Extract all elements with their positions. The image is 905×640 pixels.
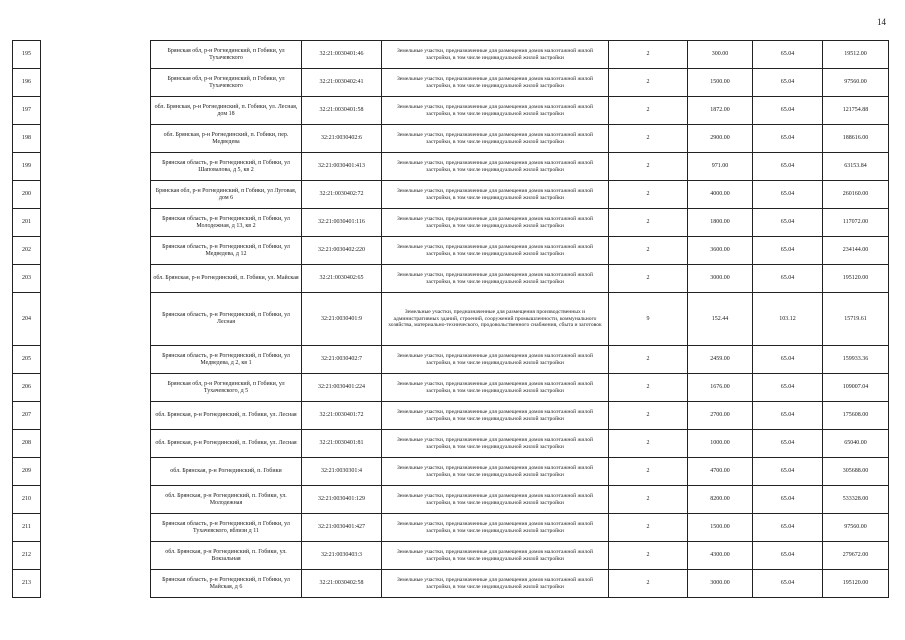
land-use-cell: Земельные участки, предназначенные для размещения производственных и административных зданий, строений, сооружений промышленности, коммунального хозяйства, материально-технического, продовольственного снабжения, сбыта и заготовок	[382, 293, 609, 346]
area-cell: 4700.00	[688, 458, 753, 486]
area-cell: 152.44	[688, 293, 753, 346]
land-use-cell: Земельные участки, предназначенные для размещения домов малоэтажной жилой застройки, в том числе индивидуальной жилой застройки	[382, 125, 609, 153]
cadastral-number-cell: 32:21:0030402:6	[302, 125, 382, 153]
group-code-cell: 2	[609, 153, 688, 181]
row-number-cell: 205	[13, 346, 41, 374]
cadastral-value-cell: 97560.00	[823, 69, 889, 97]
page-number: 14	[877, 17, 886, 27]
group-code-cell: 2	[609, 237, 688, 265]
table-row	[13, 542, 889, 570]
land-use-cell: Земельные участки, предназначенные для размещения домов малоэтажной жилой застройки, в том числе индивидуальной жилой застройки	[382, 486, 609, 514]
group-code-cell: 2	[609, 458, 688, 486]
cadastral-number-cell: 32:21:0030402:220	[302, 237, 382, 265]
spacer-cell	[41, 265, 151, 293]
cadastral-number-cell: 32:21:0030301:4	[302, 458, 382, 486]
table-row	[13, 97, 889, 125]
land-use-cell: Земельные участки, предназначенные для размещения домов малоэтажной жилой застройки, в том числе индивидуальной жилой застройки	[382, 69, 609, 97]
address-cell: Брянская обл, р-н Рогнединский, п Гобики, ул Тухачевского	[151, 41, 302, 69]
table-row	[13, 402, 889, 430]
cadastral-number-cell: 32:21:0030401:72	[302, 402, 382, 430]
row-number-cell: 211	[13, 514, 41, 542]
land-use-cell: Земельные участки, предназначенные для размещения домов малоэтажной жилой застройки, в том числе индивидуальной жилой застройки	[382, 237, 609, 265]
address-cell: Брянская обл, р-н Рогнединский, п Гобики, ул Луговая, дом 6	[151, 181, 302, 209]
area-cell: 300.00	[688, 41, 753, 69]
group-code-cell: 2	[609, 430, 688, 458]
spacer-cell	[41, 125, 151, 153]
spacer-cell	[41, 514, 151, 542]
table-row	[13, 374, 889, 402]
group-code-cell: 2	[609, 97, 688, 125]
table-row	[13, 69, 889, 97]
spacer-cell	[41, 402, 151, 430]
group-code-cell: 2	[609, 514, 688, 542]
cadastral-number-cell: 32:21:0030401:9	[302, 293, 382, 346]
specific-value-cell: 65.04	[753, 542, 823, 570]
row-number-cell: 195	[13, 41, 41, 69]
address-cell: обл. Брянская, р-н Рогнединский, п. Гобики, ул. Молодежная	[151, 486, 302, 514]
spacer-cell	[41, 458, 151, 486]
specific-value-cell: 103.12	[753, 293, 823, 346]
cadastral-number-cell: 32:21:0030403:3	[302, 542, 382, 570]
specific-value-cell: 65.04	[753, 486, 823, 514]
table-body	[13, 41, 889, 598]
specific-value-cell: 65.04	[753, 97, 823, 125]
group-code-cell: 2	[609, 69, 688, 97]
area-cell: 1000.00	[688, 430, 753, 458]
area-cell: 3000.00	[688, 570, 753, 598]
table-row	[13, 514, 889, 542]
table-row	[13, 570, 889, 598]
address-cell: Брянская обл, р-н Рогнединский, п Гобики, ул Тухачевского	[151, 69, 302, 97]
cadastral-number-cell: 32:21:0030402:7	[302, 346, 382, 374]
address-cell: обл. Брянская, р-н Рогнединский, п. Гобики, пер. Медведева	[151, 125, 302, 153]
specific-value-cell: 65.04	[753, 514, 823, 542]
spacer-cell	[41, 153, 151, 181]
group-code-cell: 9	[609, 293, 688, 346]
specific-value-cell: 65.04	[753, 237, 823, 265]
spacer-cell	[41, 374, 151, 402]
cadastral-value-cell: 195120.00	[823, 570, 889, 598]
specific-value-cell: 65.04	[753, 41, 823, 69]
row-number-cell: 208	[13, 430, 41, 458]
group-code-cell: 2	[609, 265, 688, 293]
land-use-cell: Земельные участки, предназначенные для размещения домов малоэтажной жилой застройки, в том числе индивидуальной жилой застройки	[382, 514, 609, 542]
spacer-cell	[41, 97, 151, 125]
land-use-cell: Земельные участки, предназначенные для размещения домов малоэтажной жилой застройки, в том числе индивидуальной жилой застройки	[382, 346, 609, 374]
specific-value-cell: 65.04	[753, 265, 823, 293]
address-cell: Брянская область, р-н Рогнединский, п Гобики, ул Медведева, д 12	[151, 237, 302, 265]
specific-value-cell: 65.04	[753, 346, 823, 374]
area-cell: 3600.00	[688, 237, 753, 265]
spacer-cell	[41, 542, 151, 570]
land-use-cell: Земельные участки, предназначенные для размещения домов малоэтажной жилой застройки, в том числе индивидуальной жилой застройки	[382, 402, 609, 430]
row-number-cell: 209	[13, 458, 41, 486]
specific-value-cell: 65.04	[753, 430, 823, 458]
table-row	[13, 153, 889, 181]
group-code-cell: 2	[609, 181, 688, 209]
specific-value-cell: 65.04	[753, 209, 823, 237]
spacer-cell	[41, 209, 151, 237]
land-use-cell: Земельные участки, предназначенные для размещения домов малоэтажной жилой застройки, в том числе индивидуальной жилой застройки	[382, 265, 609, 293]
specific-value-cell: 65.04	[753, 125, 823, 153]
specific-value-cell: 65.04	[753, 181, 823, 209]
row-number-cell: 210	[13, 486, 41, 514]
cadastral-value-cell: 260160.00	[823, 181, 889, 209]
table-row	[13, 209, 889, 237]
spacer-cell	[41, 293, 151, 346]
specific-value-cell: 65.04	[753, 153, 823, 181]
address-cell: обл. Брянская, р-н Рогнединский, п. Гобики, ул. Вокзальная	[151, 542, 302, 570]
cadastral-number-cell: 32:21:0030401:81	[302, 430, 382, 458]
table-row	[13, 293, 889, 346]
land-use-cell: Земельные участки, предназначенные для размещения домов малоэтажной жилой застройки, в том числе индивидуальной жилой застройки	[382, 542, 609, 570]
cadastral-value-cell: 63153.84	[823, 153, 889, 181]
cadastral-value-cell: 279672.00	[823, 542, 889, 570]
specific-value-cell: 65.04	[753, 458, 823, 486]
address-cell: Брянская область, р-н Рогнединский, п Гобики, ул Тухачевского, вблизи д 11	[151, 514, 302, 542]
cadastral-number-cell: 32:21:0030401:58	[302, 97, 382, 125]
land-use-cell: Земельные участки, предназначенные для размещения домов малоэтажной жилой застройки, в том числе индивидуальной жилой застройки	[382, 97, 609, 125]
address-cell: обл. Брянская, р-н Рогнединский, п. Гобики, ул. Майская	[151, 265, 302, 293]
row-number-cell: 213	[13, 570, 41, 598]
cadastral-value-cell: 19512.00	[823, 41, 889, 69]
cadastral-number-cell: 32:21:0030401:427	[302, 514, 382, 542]
area-cell: 1676.00	[688, 374, 753, 402]
cadastral-number-cell: 32:21:0030402:72	[302, 181, 382, 209]
area-cell: 2700.00	[688, 402, 753, 430]
spacer-cell	[41, 181, 151, 209]
cadastral-value-cell: 159933.36	[823, 346, 889, 374]
row-number-cell: 197	[13, 97, 41, 125]
cadastral-value-cell: 175608.00	[823, 402, 889, 430]
area-cell: 4300.00	[688, 542, 753, 570]
land-use-cell: Земельные участки, предназначенные для размещения домов малоэтажной жилой застройки, в том числе индивидуальной жилой застройки	[382, 374, 609, 402]
cadastral-value-cell: 305688.00	[823, 458, 889, 486]
group-code-cell: 2	[609, 570, 688, 598]
table-row	[13, 41, 889, 69]
area-cell: 4000.00	[688, 181, 753, 209]
address-cell: Брянская обл, р-н Рогнединский, п Гобики, ул Тухачевского, д 5	[151, 374, 302, 402]
spacer-cell	[41, 237, 151, 265]
row-number-cell: 200	[13, 181, 41, 209]
cadastral-value-cell: 15719.61	[823, 293, 889, 346]
group-code-cell: 2	[609, 346, 688, 374]
land-use-cell: Земельные участки, предназначенные для размещения домов малоэтажной жилой застройки, в том числе индивидуальной жилой застройки	[382, 209, 609, 237]
cadastral-value-cell: 97560.00	[823, 514, 889, 542]
group-code-cell: 2	[609, 41, 688, 69]
cadastral-number-cell: 32:21:0030402:41	[302, 69, 382, 97]
spacer-cell	[41, 486, 151, 514]
cadastral-number-cell: 32:21:0030401:129	[302, 486, 382, 514]
cadastral-value-cell: 533328.00	[823, 486, 889, 514]
cadastral-value-cell: 117072.00	[823, 209, 889, 237]
row-number-cell: 201	[13, 209, 41, 237]
row-number-cell: 207	[13, 402, 41, 430]
cadastral-value-cell: 234144.00	[823, 237, 889, 265]
table-row	[13, 346, 889, 374]
address-cell: обл. Брянская, р-н Рогнединский, п. Гобики, ул. Лесная, дом 18	[151, 97, 302, 125]
table-row	[13, 430, 889, 458]
group-code-cell: 2	[609, 486, 688, 514]
cadastral-number-cell: 32:21:0030401:413	[302, 153, 382, 181]
cadastral-value-cell: 65040.00	[823, 430, 889, 458]
row-number-cell: 203	[13, 265, 41, 293]
table-row	[13, 265, 889, 293]
specific-value-cell: 65.04	[753, 570, 823, 598]
specific-value-cell: 65.04	[753, 69, 823, 97]
cadastral-number-cell: 32:21:0030401:224	[302, 374, 382, 402]
group-code-cell: 2	[609, 125, 688, 153]
land-registry-table	[12, 40, 889, 598]
cadastral-number-cell: 32:21:0030401:46	[302, 41, 382, 69]
row-number-cell: 204	[13, 293, 41, 346]
spacer-cell	[41, 346, 151, 374]
row-number-cell: 212	[13, 542, 41, 570]
area-cell: 1872.00	[688, 97, 753, 125]
row-number-cell: 206	[13, 374, 41, 402]
cadastral-number-cell: 32:21:0030402:58	[302, 570, 382, 598]
area-cell: 8200.00	[688, 486, 753, 514]
group-code-cell: 2	[609, 542, 688, 570]
land-use-cell: Земельные участки, предназначенные для размещения домов малоэтажной жилой застройки, в том числе индивидуальной жилой застройки	[382, 181, 609, 209]
address-cell: обл. Брянская, р-н Рогнединский, п. Гобики, ул. Лесная	[151, 402, 302, 430]
row-number-cell: 198	[13, 125, 41, 153]
cadastral-value-cell: 109007.04	[823, 374, 889, 402]
area-cell: 971.00	[688, 153, 753, 181]
land-use-cell: Земельные участки, предназначенные для размещения домов малоэтажной жилой застройки, в том числе индивидуальной жилой застройки	[382, 430, 609, 458]
area-cell: 1500.00	[688, 514, 753, 542]
area-cell: 3000.00	[688, 265, 753, 293]
spacer-cell	[41, 430, 151, 458]
area-cell: 2459.00	[688, 346, 753, 374]
spacer-cell	[41, 69, 151, 97]
group-code-cell: 2	[609, 402, 688, 430]
group-code-cell: 2	[609, 209, 688, 237]
cadastral-number-cell: 32:21:0030401:116	[302, 209, 382, 237]
land-use-cell: Земельные участки, предназначенные для размещения домов малоэтажной жилой застройки, в том числе индивидуальной жилой застройки	[382, 458, 609, 486]
group-code-cell: 2	[609, 374, 688, 402]
specific-value-cell: 65.04	[753, 402, 823, 430]
address-cell: Брянская область, р-н Рогнединский, п Гобики, ул Майская, д 6	[151, 570, 302, 598]
table-row	[13, 486, 889, 514]
address-cell: Брянская область, р-н Рогнединский, п Гобики, ул Шаповалова, д 5, кв 2	[151, 153, 302, 181]
cadastral-value-cell: 121754.88	[823, 97, 889, 125]
address-cell: обл. Брянская, р-н Рогнединский, п. Гобики, ул. Лесная	[151, 430, 302, 458]
table-row	[13, 458, 889, 486]
cadastral-number-cell: 32:21:0030402:65	[302, 265, 382, 293]
table-row	[13, 181, 889, 209]
area-cell: 1800.00	[688, 209, 753, 237]
table-row	[13, 125, 889, 153]
land-use-cell: Земельные участки, предназначенные для размещения домов малоэтажной жилой застройки, в том числе индивидуальной жилой застройки	[382, 41, 609, 69]
row-number-cell: 199	[13, 153, 41, 181]
land-use-cell: Земельные участки, предназначенные для размещения домов малоэтажной жилой застройки, в том числе индивидуальной жилой застройки	[382, 153, 609, 181]
row-number-cell: 202	[13, 237, 41, 265]
row-number-cell: 196	[13, 69, 41, 97]
land-use-cell: Земельные участки, предназначенные для размещения домов малоэтажной жилой застройки, в том числе индивидуальной жилой застройки	[382, 570, 609, 598]
address-cell: Брянская область, р-н Рогнединский, п Гобики, ул Молодежная, д 13, кв 2	[151, 209, 302, 237]
address-cell: Брянская область, р-н Рогнединский, п Гобики, ул Медведева, д 2, кв 1	[151, 346, 302, 374]
specific-value-cell: 65.04	[753, 374, 823, 402]
cadastral-value-cell: 195120.00	[823, 265, 889, 293]
area-cell: 2900.00	[688, 125, 753, 153]
cadastral-value-cell: 188616.00	[823, 125, 889, 153]
table-row	[13, 237, 889, 265]
area-cell: 1500.00	[688, 69, 753, 97]
spacer-cell	[41, 41, 151, 69]
address-cell: Брянская область, р-н Рогнединский, п Гобики, ул Лесная	[151, 293, 302, 346]
spacer-cell	[41, 570, 151, 598]
address-cell: обл. Брянская, р-н Рогнединский, п. Гобики	[151, 458, 302, 486]
